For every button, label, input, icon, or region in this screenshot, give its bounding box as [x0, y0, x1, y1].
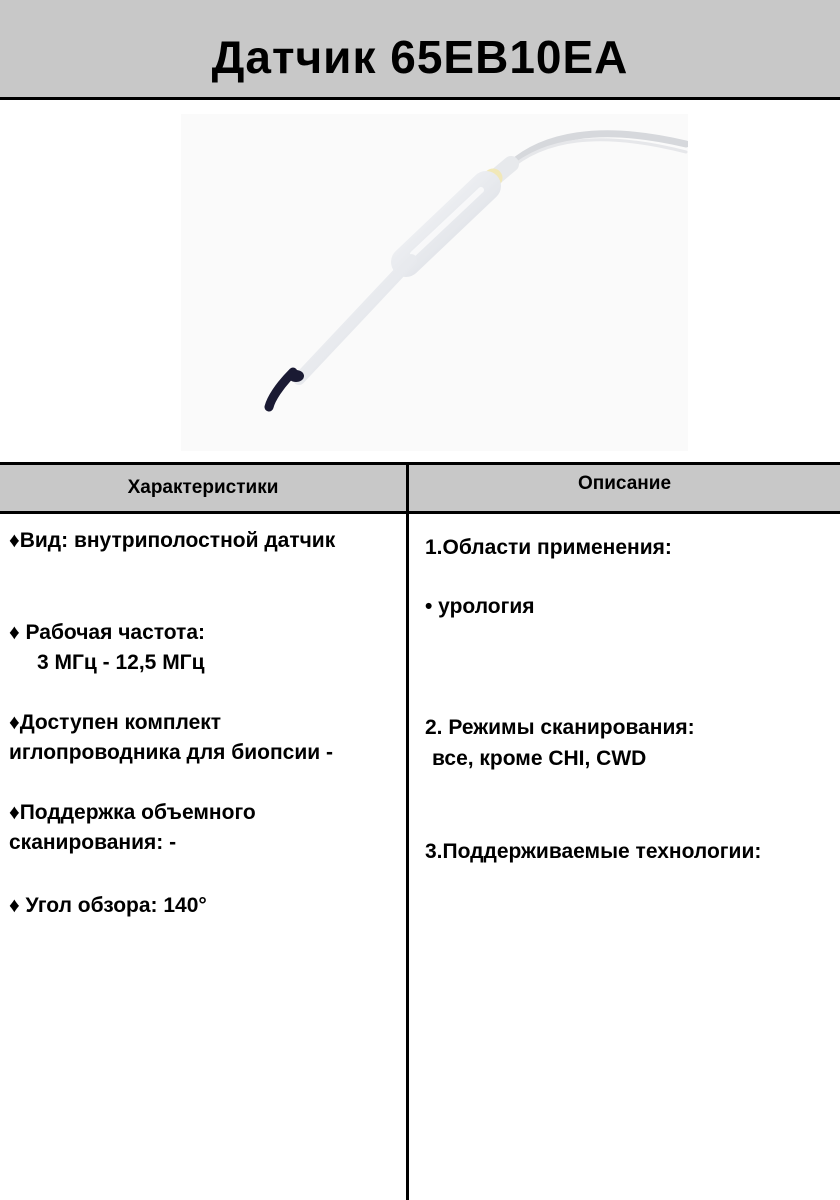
table-header	[0, 462, 840, 514]
page-title: Датчик 65EB10EA	[211, 31, 629, 83]
char-biopsy-label: ♦Доступен комплект	[9, 711, 222, 734]
probe-shaft	[299, 260, 411, 379]
char-volume-value: сканирования: -	[9, 831, 177, 854]
header-characteristics: Характеристики	[127, 477, 279, 498]
column-divider	[406, 462, 409, 1200]
title-bar	[0, 0, 840, 100]
char-angle: ♦ Угол обзора: 140°	[9, 894, 207, 917]
char-biopsy-value: иглопроводника для биопсии -	[9, 741, 333, 764]
desc-modes-value: все, кроме CHI, CWD	[432, 747, 647, 770]
char-frequency-label: ♦ Рабочая частота:	[9, 621, 206, 644]
desc-areas-heading: 1.Области применения:	[425, 536, 672, 559]
char-frequency-value: 3 МГц - 12,5 МГц	[37, 651, 205, 674]
probe-photo	[181, 114, 688, 451]
char-volume-label: ♦Поддержка объемного	[9, 801, 256, 824]
header-description: Описание	[577, 473, 672, 494]
desc-areas-item: • урология	[425, 595, 535, 618]
probe-illustration	[181, 114, 688, 451]
desc-tech-heading: 3.Поддерживаемые технологии:	[425, 840, 762, 863]
char-type: ♦Вид: внутриполостной датчик	[9, 529, 336, 552]
desc-modes-heading: 2. Режимы сканирования:	[425, 716, 695, 739]
